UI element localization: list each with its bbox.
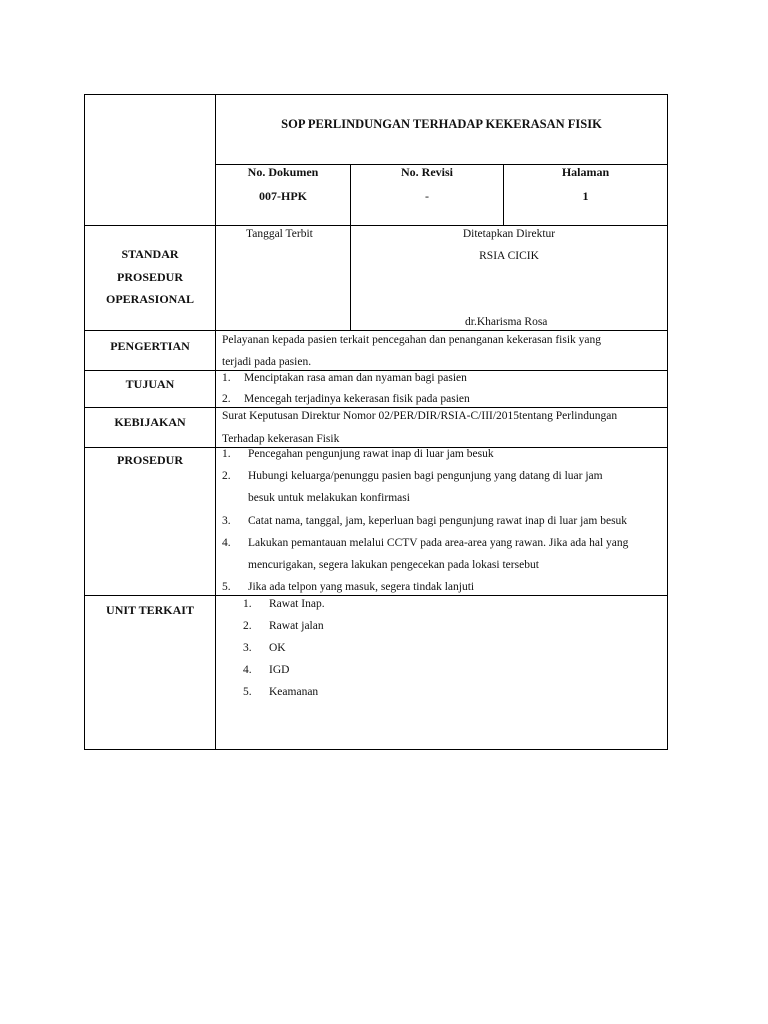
list-number: 2. <box>222 393 231 405</box>
halaman-value: 1 <box>582 189 589 203</box>
kebijakan-line1: Surat Keputusan Direktur Nomor 02/PER/DIR/RSIA-C/III/2015tentang Perlindungan <box>222 410 618 422</box>
unit-item-1 <box>243 593 325 615</box>
prosedur-item-1 <box>222 443 494 465</box>
list-text: Lakukan pemantauan melalui CCTV pada area-area yang rawan. Jika ada hal yang <box>248 537 629 549</box>
list-number: 3. <box>243 642 252 654</box>
list-text: Catat nama, tanggal, jam, keperluan bagi pengunjung rawat inap di luar jam besuk <box>248 515 628 527</box>
unit-item-2 <box>243 615 324 637</box>
standar-label-line3: OPERASIONAL <box>105 292 194 306</box>
list-number: 3. <box>222 515 231 527</box>
list-number: 1. <box>222 372 231 384</box>
tujuan-item-1 <box>222 367 467 389</box>
institution-name: RSIA CICIK <box>479 250 539 262</box>
tanggal-terbit-label: Tanggal Terbit <box>246 228 313 240</box>
list-text: Keamanan <box>269 686 319 698</box>
list-number: 1. <box>243 598 252 610</box>
list-text: Pencegahan pengunjung rawat inap di luar jam besuk <box>248 448 494 460</box>
list-text: IGD <box>269 664 290 676</box>
list-text: Hubungi keluarga/penunggu pasien bagi pengunjung yang datang di luar jam <box>248 470 603 482</box>
prosedur-item-2 <box>222 465 603 487</box>
no-dokumen-value: 007-HPK <box>259 189 307 203</box>
kebijakan-label: KEBIJAKAN <box>114 415 186 429</box>
ditetapkan-label: Ditetapkan Direktur <box>462 228 556 240</box>
list-number: 4. <box>243 664 252 676</box>
list-text: Rawat jalan <box>269 620 324 632</box>
sop-document <box>84 94 668 750</box>
document-title: SOP PERLINDUNGAN TERHADAP KEKERASAN FISIK <box>281 117 602 131</box>
no-dokumen-label: No. Dokumen <box>247 165 319 179</box>
prosedur-item-2-cont: besuk untuk melakukan konfirmasi <box>248 492 410 504</box>
list-number: 5. <box>243 686 252 698</box>
prosedur-item-4-cont: mencurigakan, segera lakukan pengecekan pada lokasi tersebut <box>248 559 539 571</box>
tujuan-label: TUJUAN <box>125 377 175 391</box>
list-number: 2. <box>243 620 252 632</box>
list-number: 4. <box>222 537 231 549</box>
unit-item-5 <box>243 681 318 703</box>
director-name: dr.Kharisma Rosa <box>465 316 548 328</box>
list-number: 5. <box>222 581 231 593</box>
halaman-label: Halaman <box>561 165 610 179</box>
no-revisi-value: - <box>425 189 429 203</box>
no-revisi-label: No. Revisi <box>401 165 453 179</box>
list-text: Mencegah terjadinya kekerasan fisik pada pasien <box>244 393 470 405</box>
unit-terkait-label: UNIT TERKAIT <box>106 603 194 617</box>
pengertian-line2: terjadi pada pasien. <box>222 356 312 368</box>
list-number: 2. <box>222 470 231 482</box>
standar-label-line2: PROSEDUR <box>116 270 183 284</box>
list-text: OK <box>269 642 286 654</box>
pengertian-line1: Pelayanan kepada pasien terkait pencegahan dan penanganan kekerasan fisik yang <box>222 334 602 346</box>
unit-item-4 <box>243 659 289 681</box>
prosedur-item-4 <box>222 532 628 554</box>
list-number: 1. <box>222 448 231 460</box>
unit-item-3 <box>243 637 286 659</box>
list-text: Rawat Inap. <box>269 598 325 610</box>
pengertian-label: PENGERTIAN <box>110 339 190 353</box>
list-text: Jika ada telpon yang masuk, segera tindak lanjuti <box>248 581 475 593</box>
prosedur-item-3 <box>222 510 627 532</box>
kebijakan-line2: Terhadap kekerasan Fisik <box>222 433 340 445</box>
standar-label-line1: STANDAR <box>121 247 179 261</box>
prosedur-label: PROSEDUR <box>116 453 183 467</box>
list-text: Menciptakan rasa aman dan nyaman bagi pasien <box>244 372 467 384</box>
